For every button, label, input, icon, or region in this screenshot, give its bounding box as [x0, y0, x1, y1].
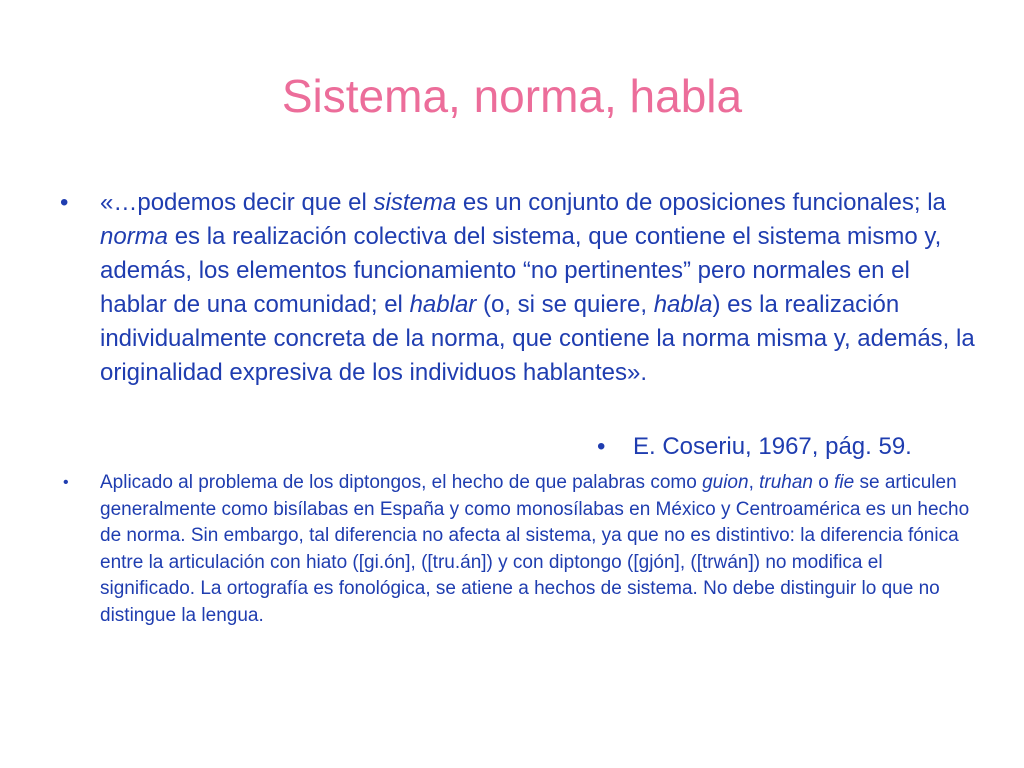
text-run: es la realización colectiva del sistema, que contiene el sistema mismo y, además, los elementos funcionamiento “no pertinentes” pero normales en el hablar de una comunidad; el [100, 223, 942, 318]
text-run: podemos decir que el [137, 189, 374, 216]
italic-term: hablar [409, 291, 477, 318]
italic-term: truhan [759, 472, 813, 493]
italic-term: fie [834, 472, 855, 493]
bullet-marker-quote: • [60, 189, 69, 216]
italic-term: sistema [373, 189, 457, 216]
text-run: , [748, 472, 760, 493]
text-run: o [813, 472, 835, 493]
italic-term: norma [100, 223, 169, 250]
text-run: Aplicado al problema de los diptongos, el hecho de que palabras como [100, 472, 703, 493]
text-run: … [113, 189, 138, 216]
bullet-marker-citation: • [597, 433, 606, 460]
slide-title: Sistema, norma, habla [281, 70, 743, 122]
text-run: (o, si se quiere, [476, 291, 654, 318]
italic-term: habla [653, 291, 713, 318]
text-run: ) es la realización individualmente concreta de la norma, que contiene la norma misma y, además, la originalidad expresiva de los individuos hablantes». [100, 291, 975, 386]
coseriu-quote [100, 186, 980, 390]
text-run: se articulen generalmente como bisílabas en España y como monosílabas en México y Centroamérica es un hecho de norma. Sin embargo, tal diferencia no afecta al sistema, ya que no es distintivo: la diferencia fónica entre la articulación con hiato ([gi.ón], ([tru.án]) y con diptongo ([gjón], ([trwán]) no modifica el significado. La ortografía es fonológica, se atiene a hechos de sistema. No debe distinguir lo que no distingue la lengua. [100, 472, 970, 626]
bullet-marker-diphthong: • [63, 474, 69, 491]
quote-citation: E. Coseriu, 1967, pág. 59. [633, 433, 912, 460]
italic-term: guion [702, 472, 749, 493]
text-run: « [100, 189, 114, 216]
diphthong-explanation [100, 470, 978, 629]
text-run: es un conjunto de oposiciones funcionales; la [456, 189, 946, 216]
